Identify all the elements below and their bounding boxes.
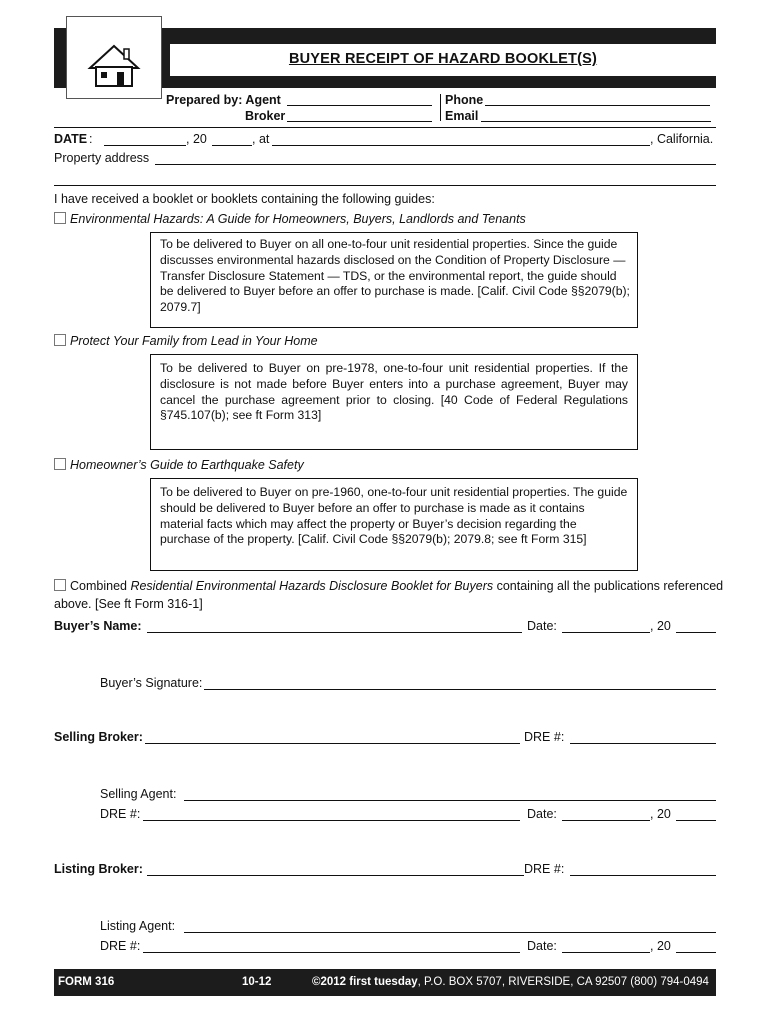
checkbox-icon[interactable] (54, 334, 66, 346)
guide-description-box (150, 232, 638, 328)
guide-title: Protect Your Family from Lead in Your Home (70, 334, 318, 348)
checkbox-icon[interactable] (54, 579, 66, 591)
date-year-field[interactable] (212, 145, 252, 146)
guide-description: To be delivered to Buyer on pre-1978, one-to-four unit residential properties. If the disclosure is not made before Buyer enters into a purchase agreement, Buyer may cancel the purchase agreement prior to closing. [40 Code of Federal Regulations §745.107(b); see ft Form 313] (160, 361, 628, 423)
listing-agent-year-field[interactable] (676, 952, 716, 953)
guide-description: To be delivered to Buyer on pre-1960, one-to-four unit residential properties. The guide should be delivered to Buyer before an offer to purchase is made as it contains material facts which may affect the property or Buyer’s decision regarding the purchase of the property. [Calif. Civil Code §§2079(b); 2079.8; see ft Form 315] (160, 485, 628, 547)
form-title-text: BUYER RECEIPT OF HAZARD BOOKLET(S) (288, 51, 598, 67)
buyers-signature-field[interactable] (204, 689, 716, 690)
prepared-by-agent-label: Prepared by: Agent (166, 93, 281, 107)
copyright-line (312, 976, 709, 988)
selling-agent-dre-field[interactable] (143, 820, 520, 821)
buyers-signature-label: Buyer’s Signature: (100, 676, 203, 690)
form-revision: 10-12 (242, 976, 272, 988)
date-field[interactable] (104, 145, 186, 146)
selling-agent-date-field[interactable] (562, 820, 650, 821)
selling-agent-year-prefix: , 20 (650, 807, 671, 821)
guide-item-environmental[interactable] (54, 212, 526, 226)
selling-agent-field[interactable] (184, 800, 716, 801)
combined-suffix: containing all the publications referenced (493, 579, 724, 593)
phone-label: Phone (445, 93, 484, 107)
publisher-address: , P.O. BOX 5707, RIVERSIDE, CA 92507 (800) 794-0494 (417, 976, 709, 988)
form-title (170, 44, 716, 76)
listing-agent-date-label: Date: (527, 939, 557, 953)
guide-title: Homeowner’s Guide to Earthquake Safety (70, 458, 304, 472)
header-divider (440, 94, 441, 121)
combined-item[interactable] (54, 579, 723, 593)
checkbox-icon[interactable] (54, 458, 66, 470)
property-address-label: Property address (54, 151, 150, 165)
form-number: FORM 316 (58, 976, 115, 988)
buyers-name-label: Buyer’s Name: (54, 619, 142, 633)
selling-broker-dre-label: DRE #: (524, 730, 565, 744)
location-field[interactable] (272, 145, 650, 146)
date-label: DATE (54, 132, 88, 146)
guide-item-lead[interactable] (54, 334, 318, 348)
phone-field[interactable] (485, 105, 710, 106)
guide-title: Environmental Hazards: A Guide for Homeowners, Buyers, Landlords and Tenants (70, 212, 526, 226)
guide-description-box (150, 354, 638, 450)
agent-field[interactable] (287, 105, 432, 106)
footer-bar (54, 969, 716, 996)
checkbox-icon[interactable] (54, 212, 66, 224)
selling-agent-year-field[interactable] (676, 820, 716, 821)
selling-broker-field[interactable] (145, 743, 520, 744)
california-suffix: , California. (650, 132, 714, 146)
guide-description-box (150, 478, 638, 571)
listing-agent-date-field[interactable] (562, 952, 650, 953)
listing-broker-dre-label: DRE #: (524, 862, 565, 876)
at-label: , at (252, 132, 270, 146)
guide-description: To be delivered to Buyer on all one-to-four unit residential properties. Since the guide discusses environmental hazards disclosed on the Condition of Property Disclosure — Transfer Disclosure Statement — TDS, or the environmental report, the guide should be delivered to Buyer before an offer to purchase is made. [Calif. Civil Code §§2079(b); 2079.7] (160, 237, 630, 315)
listing-broker-label: Listing Broker: (54, 862, 143, 876)
copyright-text: ©2012 first tuesday (312, 976, 418, 988)
date-year-prefix: , 20 (186, 132, 207, 146)
broker-field[interactable] (287, 121, 432, 122)
selling-agent-label: Selling Agent: (100, 787, 177, 801)
buyer-year-field[interactable] (676, 632, 716, 633)
selling-broker-dre-field[interactable] (570, 743, 716, 744)
broker-label: Broker (245, 109, 286, 123)
guide-item-earthquake[interactable] (54, 458, 304, 472)
listing-broker-dre-field[interactable] (570, 875, 716, 876)
house-icon (67, 17, 161, 98)
property-address-field-2[interactable] (54, 185, 716, 186)
selling-agent-dre-label: DRE #: (100, 807, 141, 821)
listing-agent-year-prefix: , 20 (650, 939, 671, 953)
selling-broker-label: Selling Broker: (54, 730, 143, 744)
listing-agent-dre-label: DRE #: (100, 939, 141, 953)
listing-broker-field[interactable] (147, 875, 524, 876)
buyers-name-field[interactable] (147, 632, 522, 633)
email-label: Email (445, 109, 479, 123)
logo-box (66, 16, 162, 99)
listing-agent-field[interactable] (184, 932, 716, 933)
buyer-year-prefix: , 20 (650, 619, 671, 633)
combined-title: Residential Environmental Hazards Disclosure Booklet for Buyers (130, 579, 494, 593)
listing-agent-label: Listing Agent: (100, 919, 176, 933)
date-top-rule (54, 127, 716, 128)
intro-text: I have received a booklet or booklets containing the following guides: (54, 192, 435, 206)
buyer-date-label: Date: (527, 619, 557, 633)
email-field[interactable] (481, 121, 711, 122)
buyer-date-field[interactable] (562, 632, 650, 633)
combined-prefix: Combined (70, 579, 131, 593)
property-address-field[interactable] (155, 164, 716, 165)
selling-agent-date-label: Date: (527, 807, 557, 821)
listing-agent-dre-field[interactable] (143, 952, 520, 953)
combined-line2: above. [See ft Form 316-1] (54, 597, 203, 611)
